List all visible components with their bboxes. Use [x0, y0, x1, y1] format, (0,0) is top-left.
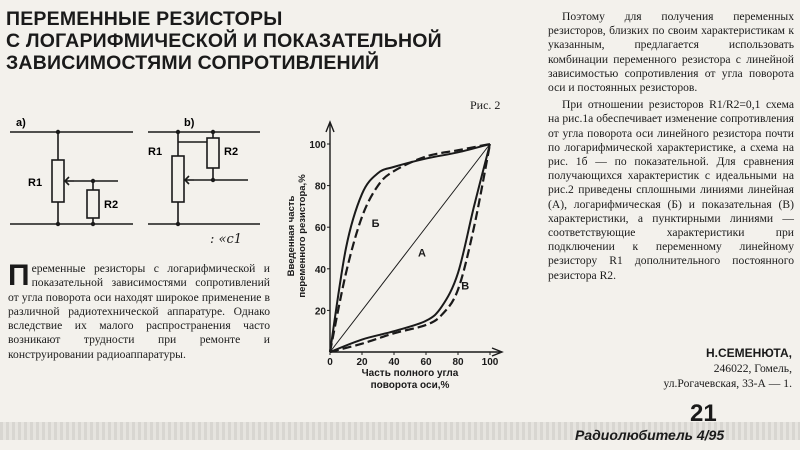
y-tick-label: 40: [314, 264, 326, 276]
label-b: b): [184, 117, 195, 129]
right-article-text: [548, 10, 794, 283]
y-tick-label: 60: [314, 223, 326, 235]
curve-label: А: [418, 247, 426, 260]
y-tick-label: 20: [314, 306, 326, 318]
curve-label: В: [461, 280, 470, 293]
label-r2-b: R2: [224, 146, 239, 158]
curve-label: Б: [371, 218, 380, 231]
x-tick-label: 60: [420, 357, 432, 368]
label-r2-a: R2: [104, 199, 119, 211]
label-a: a): [16, 117, 26, 129]
y-axis-label: Введенная часть: [286, 195, 297, 277]
figure-2-caption: Рис. 2: [470, 98, 501, 112]
x-axis-label-line-2: поворота оси,%: [370, 380, 450, 391]
magazine-issue: Радиолюбитель 4/95: [575, 427, 725, 443]
y-tick-label: 80: [314, 181, 326, 193]
series-line-solid: [330, 144, 490, 352]
author-postcode: 246022, Гомель,: [713, 362, 792, 375]
schematic-figure-1: [8, 112, 268, 232]
page-number: 21: [690, 400, 717, 427]
title-line-3: ЗАВИСИМОСТЯМИ СОПРОТИВЛЕНИЙ: [6, 52, 380, 74]
right-paragraph-2: При отношении резисторов R1/R2=0,1 схема на рис.1а обеспечивает изменение сопротивления от угла поворота оси линейного резистора почти по логарифмической характеристике, а схема на рис. 1б — по показательной. Для сравнения получающихся характеристик с идеальными на рис.2 приведены сплошными линиями линейная (А), логарифмическая (Б) и показательная (В) характеристики, а пунктирными линиями — соответствующие характеристики при подключении к переменному линейному резистору R1 дополнительного постоянного резистора R2.: [548, 98, 794, 282]
article-title: [6, 8, 526, 74]
x-tick-label: 40: [388, 357, 400, 368]
author-name: Н.СЕМЕНЮТА,: [706, 346, 792, 360]
characteristics-chart: [278, 104, 510, 404]
left-paragraph: еременные резисторы с логарифмической и показательной зависимостями сопротивлений от угла поворота оси находят широкое применение в различной радиотехнической аппаратуре. Однако вследствие их малого распространения часто возникают трудности при ремонте и конструировании радиоаппаратуры.: [8, 262, 270, 361]
x-tick-label: 0: [327, 357, 333, 368]
title-line-1: ПЕРЕМЕННЫЕ РЕЗИСТОРЫ: [6, 8, 283, 30]
x-tick-label: 80: [452, 357, 464, 368]
x-tick-label: 100: [481, 357, 499, 368]
title-line-2: С ЛОГАРИФМИЧЕСКОЙ И ПОКАЗАТЕЛЬНОЙ: [6, 30, 442, 52]
x-tick-label: 20: [356, 357, 368, 368]
handwritten-mark: : «с1: [210, 232, 243, 247]
right-paragraph-1: Поэтому для получения переменных резисторов, близких по своим характеристикам к указанным, предлагается использовать комбинации переменного резистора с линейной зависимостью сопротивления от угла поворота оси и постоянных резисторов.: [548, 10, 794, 95]
label-r1-b: R1: [148, 146, 163, 158]
y-tick-label: 100: [309, 140, 326, 151]
y-axis-label-line-2: переменного резистора,%: [297, 174, 308, 298]
author-block: [663, 346, 792, 391]
label-r1-a: R1: [28, 177, 43, 189]
author-street: ул.Рогачевская, 33-А — 1.: [663, 377, 792, 390]
drop-cap: П: [8, 259, 30, 292]
left-article-text: [8, 259, 270, 362]
x-axis-label: Часть полного угла: [361, 368, 459, 379]
